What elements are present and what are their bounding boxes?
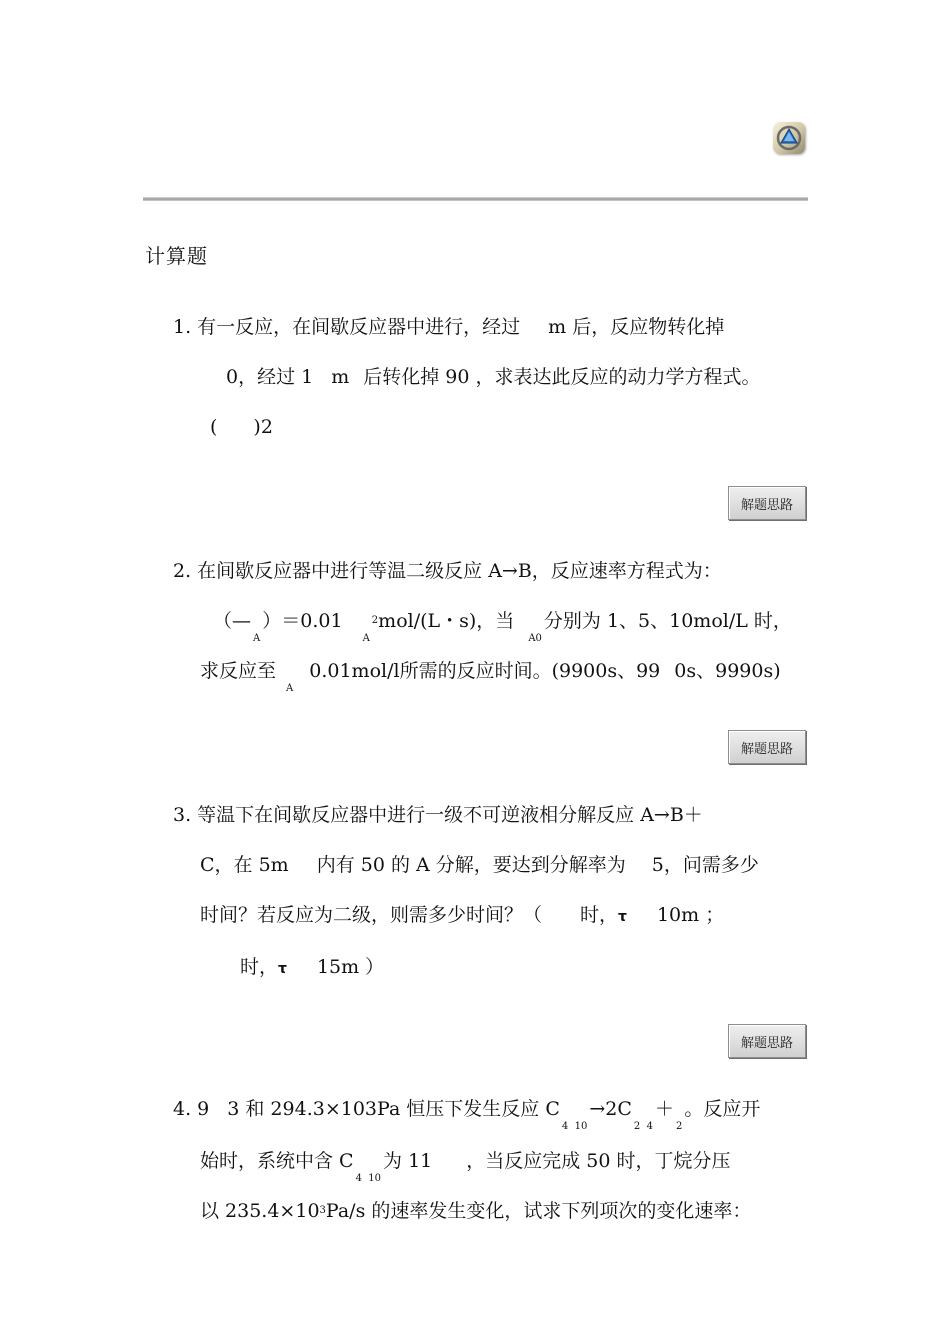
q3-solution-hint-button[interactable]: 解题思路 (728, 1024, 806, 1058)
q4-line-3: 以 $235.4\times 10^3Pa/s$ 的速率发生变化，试求下列项次的变化速率： (200, 1200, 752, 1222)
q1-solution-hint-button[interactable]: 解题思路 (728, 486, 806, 520)
q1-line-3: ( )2 (210, 416, 273, 438)
q1-line-2: 0，经过 1 m 后转化掉 90 ，求表达此反应的动力学方程式。 (226, 366, 761, 388)
q2-line-1: 2. 在间歇反应器中进行等温二级反应 A→B，反应速率方程式为： (173, 560, 722, 582)
q1-line-1: 1. 有一反应，在间歇反应器中进行，经过 m 后，反应物转化掉 (173, 316, 725, 338)
app-logo-icon[interactable] (773, 122, 805, 154)
q2-solution-hint-button[interactable]: 解题思路 (728, 730, 806, 764)
q3-line-2: C，在 5m 内有 50 的 A 分解，要达到分解率为 5，问需多少 (200, 854, 759, 876)
page-heading: 计算题 (145, 244, 208, 268)
q2-line-2: $(—_A)=0.01_A^2mol/(L$・s)，当$_{A0}$分别为 1、5、10mol/L 时， (213, 610, 792, 644)
q3-line-4: 时，τ 15m ） (240, 956, 385, 978)
q3-line-1: 3. 等温下在间歇反应器中进行一级不可逆液相分解反应 A→B＋ (173, 804, 703, 826)
q4-line-1: 4. 9 3 和 294.3×103Pa 恒压下发生反应 $C_{4 10}\to 2C_{2 4}+_2$。反应开 (173, 1098, 761, 1132)
q3-line-3: 时间？若反应为二级，则需多少时间？（ 时，τ 10m ； (200, 904, 725, 926)
header-divider (143, 197, 808, 201)
q2-line-3: 求反应至$_A$0.01mol/l所需的反应时间。(9900s、99 0s、9990s) (200, 660, 781, 694)
q4-line-2: 始时，系统中含 $C_{4 10}$为 11 ，当反应完成 50 时，丁烷分压 (200, 1150, 731, 1184)
